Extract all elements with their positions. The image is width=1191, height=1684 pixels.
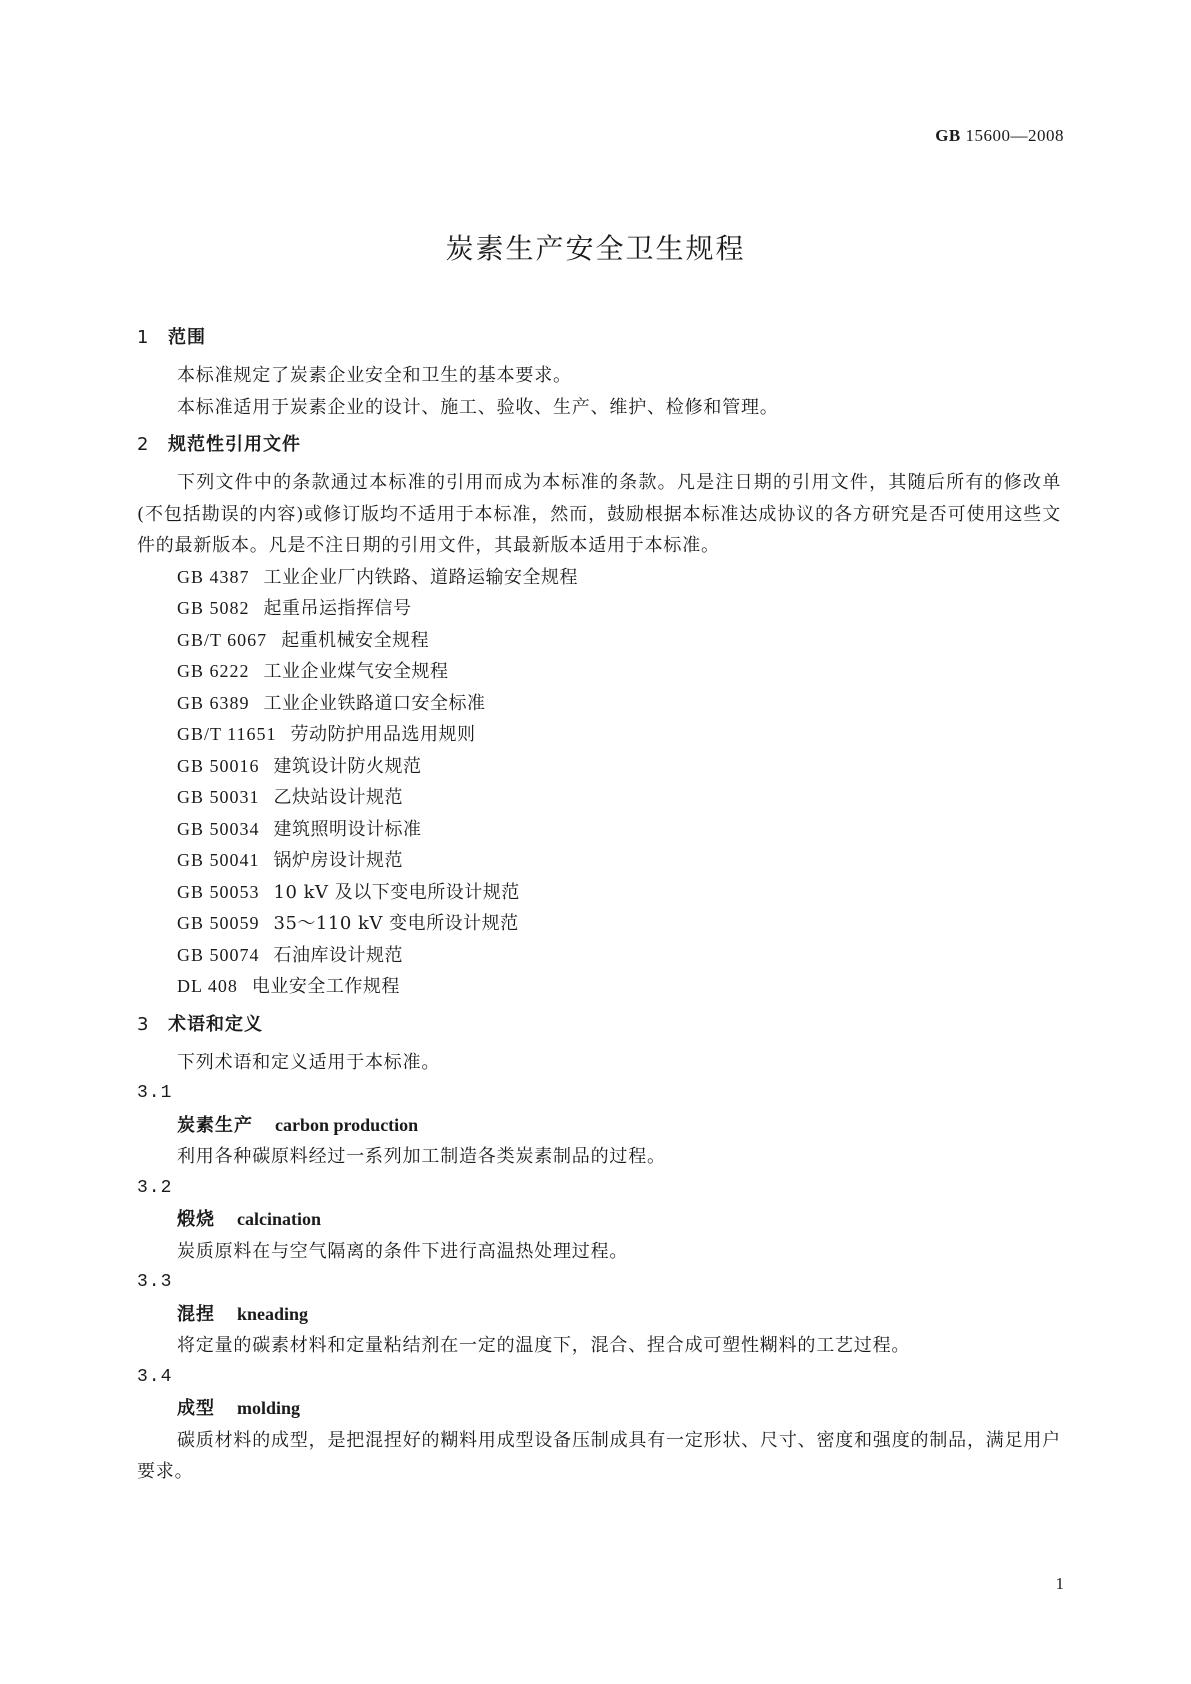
document-body bbox=[137, 322, 1061, 1488]
reference-code: GB 50041 bbox=[177, 850, 260, 870]
term-name bbox=[137, 1393, 1061, 1425]
reference-item bbox=[137, 782, 1061, 814]
reference-item bbox=[137, 751, 1061, 783]
standard-number: 15600—2008 bbox=[965, 126, 1064, 145]
term-definition: 炭质原料在与空气隔离的条件下进行高温热处理过程。 bbox=[177, 1240, 629, 1262]
term-definition: 碳质材料的成型，是把混捏好的糊料用成型设备压制成具有一定形状、尺寸、密度和强度的制品，满足用户要求。 bbox=[137, 1429, 1061, 1482]
reference-title: 35～110 kV 变电所设计规范 bbox=[273, 913, 519, 934]
reference-code: GB/T 11651 bbox=[177, 724, 277, 744]
term-definition: 将定量的碳素材料和定量粘结剂在一定的温度下，混合、捏合成可塑性糊料的工艺过程。 bbox=[177, 1335, 911, 1356]
reference-item bbox=[137, 908, 1061, 940]
term-name-zh: 混捏 bbox=[177, 1303, 215, 1325]
term-number: 3.4 bbox=[137, 1366, 173, 1387]
term-name-en: molding bbox=[237, 1398, 301, 1418]
reference-item bbox=[137, 845, 1061, 877]
term-number: 3.3 bbox=[137, 1272, 173, 1292]
reference-title: 电业安全工作规程 bbox=[251, 976, 400, 997]
reference-item bbox=[137, 656, 1061, 688]
reference-code: DL 408 bbox=[177, 976, 238, 996]
reference-item bbox=[137, 562, 1061, 594]
reference-item bbox=[137, 814, 1061, 846]
reference-code: GB/T 6067 bbox=[177, 629, 268, 650]
term-entry bbox=[137, 1362, 1061, 1488]
section-number: 1 bbox=[137, 327, 150, 348]
reference-item bbox=[137, 593, 1061, 625]
section-heading-scope bbox=[137, 322, 1061, 354]
reference-title: 建筑照明设计标准 bbox=[273, 818, 422, 840]
reference-title: 10 kV 及以下变电所设计规范 bbox=[273, 881, 520, 903]
term-name-en: carbon production bbox=[275, 1114, 419, 1135]
reference-item bbox=[137, 688, 1061, 720]
section-heading-terms bbox=[137, 1009, 1061, 1041]
reference-title: 乙炔站设计规范 bbox=[273, 787, 404, 808]
term-name-zh: 成型 bbox=[177, 1398, 215, 1419]
reference-code: GB 50053 bbox=[177, 881, 260, 902]
document-title: 炭素生产安全卫生规程 bbox=[445, 232, 746, 265]
term-name bbox=[137, 1110, 1061, 1142]
reference-code: GB 5082 bbox=[177, 598, 250, 618]
term-name-zh: 煅烧 bbox=[177, 1209, 215, 1230]
reference-code: GB 50016 bbox=[177, 755, 260, 776]
term-name-zh: 炭素生产 bbox=[177, 1114, 253, 1136]
reference-title: 石油库设计规范 bbox=[273, 944, 404, 966]
reference-list bbox=[137, 562, 1061, 1003]
reference-code: GB 50031 bbox=[177, 787, 260, 807]
term-number: 3.2 bbox=[137, 1177, 173, 1198]
reference-item bbox=[137, 940, 1061, 972]
reference-item bbox=[137, 625, 1061, 657]
section-title: 术语和定义 bbox=[168, 1013, 263, 1035]
reference-item bbox=[137, 719, 1061, 751]
reference-title: 起重机械安全规程 bbox=[281, 629, 430, 651]
reference-title: 工业企业厂内铁路、道路运输安全规程 bbox=[263, 566, 579, 588]
reference-item bbox=[137, 877, 1061, 909]
reference-title: 工业企业铁路道口安全标准 bbox=[263, 692, 486, 714]
reference-code: GB 6222 bbox=[177, 661, 250, 681]
reference-title: 锅炉房设计规范 bbox=[273, 850, 404, 871]
term-entry bbox=[137, 1173, 1061, 1268]
term-entry bbox=[137, 1267, 1061, 1362]
term-name bbox=[137, 1299, 1061, 1331]
reference-item bbox=[137, 971, 1061, 1003]
standard-prefix: GB bbox=[935, 126, 961, 145]
section-title: 范围 bbox=[168, 327, 206, 348]
scope-paragraph: 本标准规定了炭素企业安全和卫生的基本要求。 bbox=[177, 365, 572, 386]
reference-title: 起重吊运指挥信号 bbox=[263, 598, 412, 619]
reference-title: 工业企业煤气安全规程 bbox=[263, 661, 449, 682]
reference-title: 建筑设计防火规范 bbox=[273, 755, 422, 777]
reference-code: GB 50074 bbox=[177, 944, 260, 965]
page-number: 1 bbox=[1055, 1574, 1064, 1593]
terms-intro: 下列术语和定义适用于本标准。 bbox=[177, 1051, 441, 1073]
section-number: 2 bbox=[137, 434, 150, 455]
term-number: 3.1 bbox=[137, 1083, 173, 1103]
references-intro: 下列文件中的条款通过本标准的引用而成为本标准的条款。凡是注日期的引用文件，其随后所有的修改单(不包括勘误的内容)或修订版均不适用于本标准，然而，鼓励根据本标准达成协议的各方研究是否可使用这些文件的最新版本。凡是不注日期的引用文件，其最新版本适用于本标准。 bbox=[137, 472, 1061, 556]
reference-code: GB 4387 bbox=[177, 566, 250, 587]
reference-title: 劳动防护用品选用规则 bbox=[290, 724, 476, 745]
section-heading-references bbox=[137, 429, 1061, 461]
term-name-en: kneading bbox=[237, 1303, 309, 1324]
term-name-en: calcination bbox=[237, 1209, 321, 1229]
reference-code: GB 50034 bbox=[177, 818, 260, 839]
standard-code bbox=[935, 126, 1064, 146]
term-name bbox=[137, 1204, 1061, 1236]
section-number: 3 bbox=[137, 1013, 150, 1035]
reference-code: GB 6389 bbox=[177, 692, 250, 713]
section-title: 规范性引用文件 bbox=[168, 434, 301, 455]
term-definition: 利用各种碳原料经过一系列加工制造各类炭素制品的过程。 bbox=[177, 1146, 666, 1167]
term-entry bbox=[137, 1078, 1061, 1173]
scope-paragraph: 本标准适用于炭素企业的设计、施工、验收、生产、维护、检修和管理。 bbox=[177, 396, 779, 418]
reference-code: GB 50059 bbox=[177, 913, 260, 933]
